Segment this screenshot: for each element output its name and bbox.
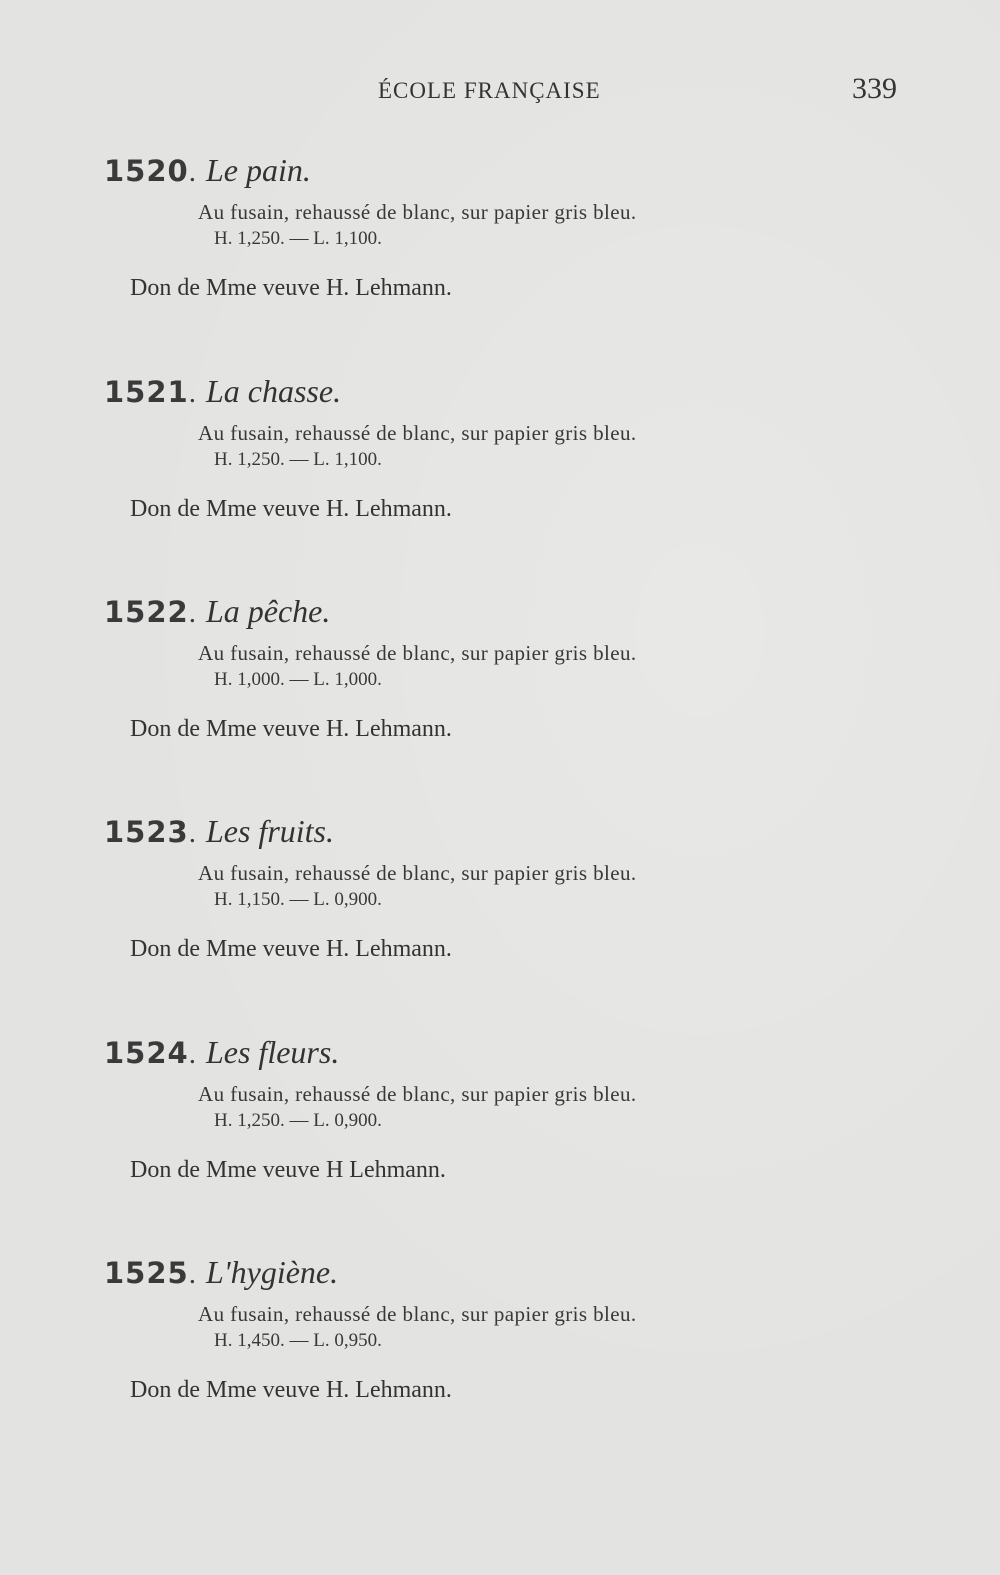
catalogue-entry: [0, 373, 1000, 543]
entry-number-dot: .: [188, 156, 196, 188]
catalogue-entry: [0, 1254, 1000, 1424]
entry-dimensions: H. 1,000. — L. 1,000.: [214, 669, 382, 690]
entry-heading: [104, 1254, 338, 1291]
entry-heading: [104, 152, 311, 189]
entry-credit: Don de Mme veuve H. Lehmann.: [130, 496, 452, 522]
entry-title: La pêche.: [205, 593, 331, 629]
entry-medium: Au fusain, rehaussé de blanc, sur papier gris bleu.: [198, 641, 637, 665]
entry-dimensions: H. 1,450. — L. 0,950.: [214, 1330, 382, 1351]
catalogue-entry: [0, 1034, 1000, 1204]
entry-number: 1522: [104, 595, 189, 629]
entry-medium: Au fusain, rehaussé de blanc, sur papier gris bleu.: [198, 200, 637, 224]
entry-number: 1523: [104, 815, 189, 849]
catalogue-entry: [0, 593, 1000, 763]
entry-credit: Don de Mme veuve H Lehmann.: [130, 1157, 446, 1183]
entry-medium: Au fusain, rehaussé de blanc, sur papier gris bleu.: [198, 1082, 637, 1106]
entry-number-dot: .: [188, 1258, 196, 1290]
entry-credit: Don de Mme veuve H. Lehmann.: [130, 1377, 452, 1403]
entry-heading: [104, 813, 334, 850]
entry-number: 1521: [104, 375, 189, 409]
entry-heading: [104, 1034, 339, 1071]
entry-title: Le pain.: [205, 152, 311, 188]
entry-number-dot: .: [188, 1038, 196, 1070]
entry-dimensions: H. 1,250. — L. 1,100.: [214, 228, 382, 249]
entry-number: 1520: [104, 154, 189, 188]
entry-number-dot: .: [188, 377, 196, 409]
entry-title: Les fruits.: [205, 813, 334, 849]
entry-credit: Don de Mme veuve H. Lehmann.: [130, 936, 452, 962]
entry-medium: Au fusain, rehaussé de blanc, sur papier gris bleu.: [198, 861, 637, 885]
entry-number-dot: .: [188, 597, 196, 629]
page-number: 339: [852, 72, 897, 105]
catalogue-entry: [0, 813, 1000, 983]
entry-credit: Don de Mme veuve H. Lehmann.: [130, 275, 452, 301]
catalogue-entry: [0, 152, 1000, 322]
entry-heading: [104, 373, 341, 410]
entry-number: 1524: [104, 1036, 189, 1070]
entry-title: Les fleurs.: [205, 1034, 340, 1070]
entry-heading: [104, 593, 330, 630]
running-title: ÉCOLE FRANÇAISE: [378, 78, 601, 103]
entry-dimensions: H. 1,150. — L. 0,900.: [214, 889, 382, 910]
entry-credit: Don de Mme veuve H. Lehmann.: [130, 716, 452, 742]
entry-dimensions: H. 1,250. — L. 1,100.: [214, 449, 382, 470]
running-header: [0, 72, 1000, 108]
entry-title: La chasse.: [205, 373, 342, 409]
entry-title: L'hygiène.: [205, 1254, 339, 1290]
entry-number: 1525: [104, 1256, 189, 1290]
entry-medium: Au fusain, rehaussé de blanc, sur papier gris bleu.: [198, 421, 637, 445]
entry-medium: Au fusain, rehaussé de blanc, sur papier gris bleu.: [198, 1302, 637, 1326]
entry-number-dot: .: [188, 817, 196, 849]
entry-dimensions: H. 1,250. — L. 0,900.: [214, 1110, 382, 1131]
